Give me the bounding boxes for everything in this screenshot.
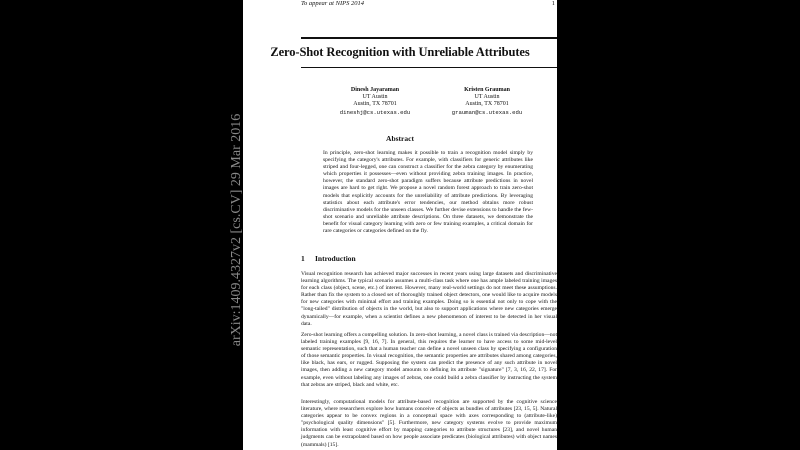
author-block-1 [315, 87, 435, 116]
author-name: Kristen Grauman [464, 87, 510, 93]
author-name: Dinesh Jayaraman [350, 87, 400, 93]
author-city: Austin, TX 78701 [353, 101, 397, 108]
section-heading [301, 254, 356, 263]
body-paragraph: Interestingly, computational models for attribute-based recognition are supported by the cognitive science literature, where researchers explore how humans conceive of objects as bundles of attributes [23, 15, 5]. Natural categories appear to be convex regions in a conceptual space with axes corresponding to (attribute-like) "psychological quality dimensions" [5]. Furthermore, new category systems evolve to provide maximum information with least cognitive effort by mapping categories to attribute structures [23], and novel human judgments can be extrapolated based on how people associate predicates (biological attributes) with object names (mammals) [15]. [301, 399, 557, 448]
body-paragraph: Visual recognition research has achieved major successes in recent years using large datasets and discriminative learning algorithms. The typical scenario assumes a multi-class task where one has ample labeled training images for each class (object, scene, etc.) of interest. However, many real-world settings do not meet these assumptions. Rather than fix the system to a closed set of thoroughly trained object detectors, one would like to acquire models for new categories with minimal effort and training examples. Doing so is essential not only to cope with the "long-tailed" distribution of objects in the world, but also to support applications where new categories emerge dynamically—for example, when a scientist defines a new phenomenon of interest to be detected in her visual data. [301, 271, 557, 327]
paper-title: Zero-Shot Recognition with Unreliable Attributes [270, 45, 530, 59]
author-affiliation: UT Austin [474, 94, 500, 101]
abstract-text: In principle, zero-shot learning makes it possible to train a recognition model simply by specifying the category's attributes. For example, with classifiers for generic attributes like striped and four-legged, one can construct a classifier for the zebra category by enumerating which properties it possesses—even without providing zebra training images. In practice, however, the standard zero-shot paradigm suffers because attribute predictions in novel images are hard to get right. We propose a novel random forest approach to train zero-shot models that explicitly accounts for the unreliability of attribute predictions. By leveraging statistics about each attribute's error tendencies, our method obtains more robust discriminative models for the unseen classes. We further devise extensions to handle the few-shot scenario and unreliable attribute descriptions. On three datasets, we demonstrate the benefit for visual category learning with zero or few training examples, a critical domain for rare categories or categories defined on the fly. [323, 150, 533, 235]
title-bottom-rule [301, 67, 557, 68]
paper-page [243, 0, 557, 450]
title-top-rule [301, 37, 557, 39]
author-affiliation: UT Austin [362, 94, 388, 101]
body-paragraph: Zero-shot learning offers a compelling solution. In zero-shot learning, a novel class is trained via description—not labeled training examples [9, 16, 7]. In general, this requires the learner to have access to some mid-level semantic representation, such that a human teacher can define a novel unseen class by specifying a configuration of those semantic properties. In visual recognition, the semantic properties are attributes shared among categories, like black, has ears, or rugged. Supposing the system can predict the presence of any such attribute in novel images, then adding a new category model amounts to defining its attribute "signature" [7, 3, 16, 22, 17]. For example, even without labeling any images of zebras, one could build a zebra classifier by instructing the system that zebras are striped, black and white, etc. [301, 332, 557, 388]
page-number: 1 [551, 0, 555, 7]
section-title: Introduction [315, 254, 356, 263]
author-email[interactable]: grauman@cs.utexas.edu [451, 108, 523, 116]
abstract-heading: Abstract [386, 134, 414, 143]
author-email[interactable]: dineshj@cs.utexas.edu [339, 108, 411, 116]
author-block-2 [427, 87, 547, 116]
author-city: Austin, TX 78701 [465, 101, 509, 108]
venue-header: To appear at NIPS 2014 [301, 0, 364, 7]
arxiv-sidebar-stamp: arXiv:1409.4327v2 [cs.CV] 29 Mar 2016 [229, 113, 244, 347]
section-number: 1 [301, 254, 305, 263]
